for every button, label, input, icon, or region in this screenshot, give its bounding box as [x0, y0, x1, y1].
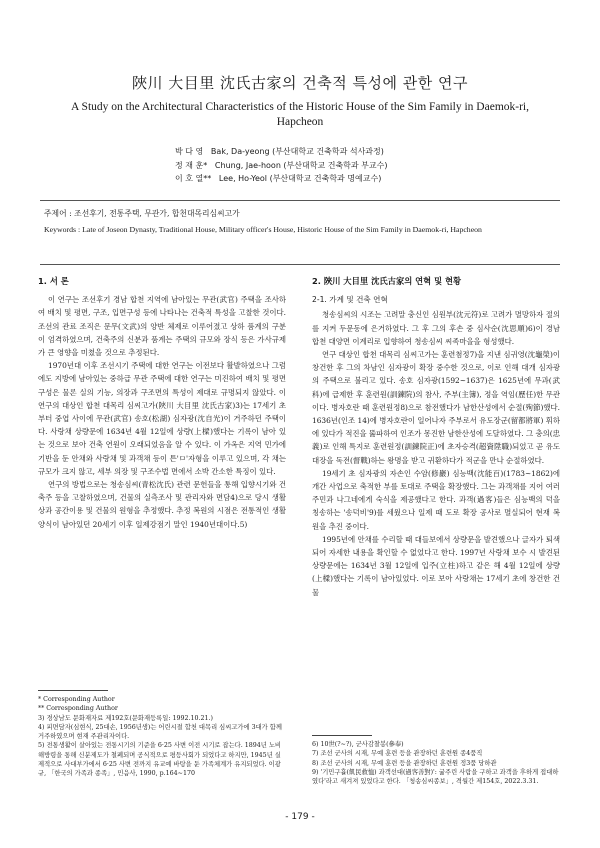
body-paragraph: 19세기 초 심자광의 자손인 수암(修巖) 심능백(沈能百)(1783~1862)에 개간 사업으로 축적한 부를 토대로 주택을 확장했다. 그는 과객채를 지어 여러 주민과 나그네에게 숙식을 제공했다고 한다. 과객(過客)들은 심능백의 덕을 칭송하는 '송덕비'9)를 세웠으나 일제 때 도로 확장 공사로 멸실되어 현재 복원을 추진 중이다.	[312, 468, 560, 531]
footnote-divider	[38, 690, 108, 691]
body-paragraph: 이 연구는 조선후기 경남 합천 지역에 남아있는 무관(武官) 주택을 조사하여 배치 및 평면, 구조, 입면구성 등에 나타나는 건축적 특성을 고찰한 것이다. 조선의 관료 조직은 문무(文武)의 양반 체제로 이루어졌고 상하 품계의 구분이 엄격하였으며, 건축주의 신분과 품계는 주택의 규모와 장식 등은 가사규제가 큰 영향을 미쳤을 것으로 추정된다.	[38, 295, 286, 358]
page-number: - 179 -	[285, 812, 315, 822]
body-paragraph: 연구 대상인 합천 대목리 심씨고가는 훈련첨정7)을 지낸 심귀영(沈龜榮)이 창건한 후 그의 차남인 심자광이 확장 중수한 것으로, 이로 인해 대개 심자광의 주택으로 불리고 있다. 송호 심자광(1592~1637)은 1625년에 무과(武科)에 급제한 후 훈련원(訓鍊院)의 참사, 주부(主簿), 정을 역임(歷任)한 무관이다. 병자호란 때 훈련원정8)으로 참전했다가 남한산성에서 순절(殉節)했다. 1636년(인조 14)에 병자호란이 일어나자 주부로서 유도장군(留都將軍) 휘하에 있다가 적진을 뚫파하여 인조가 몽진한 남한산성에 도달하였다. 그 충의(忠義)로 인해 특지로 훈련원정(訓鍊院正)에 초자승격(超資陞職)되었고 곧 유도대장을 독전(督戰)하는 왕명을 받고 귀환하다가 적군을 만나 순절하였다.	[312, 350, 560, 465]
author-name: 이 호 열**	[175, 174, 212, 183]
author-name: 정 재 훈*	[175, 160, 208, 170]
footnote-divider	[312, 735, 372, 736]
section-heading-history: 2. 陜川 大目里 沈氏古家의 연혁 및 현황	[312, 276, 462, 286]
corresponding-author-note: ** Corresponding Author	[38, 705, 118, 713]
section-heading-introduction: 1. 서 론	[38, 276, 69, 286]
keywords-english: Keywords : Late of Joseon Dynasty, Traditional House, Military officer's House, Historic House of the Sim Family in Daemok-ri, Hapcheon	[44, 225, 482, 234]
body-paragraph: 1970년대 이후 조선시기 주택에 대한 연구는 이전보다 활발하였으나 그럼에도 지방에 남아있는 중하급 무관 주택에 대한 연구는 미진하여 배치 및 평면구성은 물론 실의 기능, 의장과 구조면의 특성이 제대로 규명되지 않았다. 이 연구의 대상인 합천 대목리 심씨고가(陜川 大目里 沈氏古家)3)는 17세기 초부터 중엽 사이에 무관(武官) 송호(松湖) 심자광(沈自光)이 거주하던 주택이다. 사랑채 상량문에 1634년 4월 12일에 상량(上樑)했다는 기록이 남아 있는 것으로 보아 건축 연원이 오래되었음을 알 수 있다. 이 가옥은 지역 민가에 기반을 둔 안채와 사랑채 및 과객채 등이 튼'ㅁ'자형을 이루고 있으며, 각 채는 규모가 크지 않고, 세부 의장 및 구조수법 면에서 소박 간소한 특징이 있다.	[38, 361, 286, 476]
author-name: 박 다 영	[175, 147, 204, 156]
paper-title-english: A Study on the Architectural Characteristics of the Historic House of the Sim Family in Daemok-ri, Hapcheon	[71, 101, 529, 128]
author-row	[175, 145, 388, 159]
footnote: 4) 피면담자(심현식, 25대손, 1956년생)는 어린시절 합천 대목리 심씨고가에 3대가 함께 거주하였으며 현재 주관리자이다.	[38, 723, 282, 741]
footnotes-left	[38, 690, 286, 779]
footnote: 3) 경상남도 문화재자료 제192호(문화재등록일: 1992.10.21.)	[38, 714, 213, 722]
footnote: 6) 10世(?~?), 군사감찰봉(參奉)	[312, 741, 404, 748]
paper-title-korean: 陜川 大目里 沈氏古家의 건축적 특성에 관한 연구	[131, 74, 468, 92]
author-list	[175, 145, 388, 186]
footnotes-right	[312, 735, 560, 786]
author-row	[175, 159, 388, 173]
keywords-top-rule	[40, 200, 560, 201]
corresponding-author-note: * Corresponding Author	[38, 696, 115, 703]
right-column	[312, 275, 560, 599]
footnote: 8) 조선 군사의 시재, 무예 훈련 등을 관장하던 훈련원 정3품 당하관	[312, 759, 497, 767]
author-affiliation: Chung, Jae-hoon (부산대학교 건축학과 부교수)	[214, 160, 388, 170]
subsection-heading: 2-1. 가계 및 건축 연혁	[312, 295, 388, 305]
keywords-korean: 주제어 : 조선후기, 전통주택, 무관가, 합천대목리심씨고가	[44, 209, 240, 218]
body-paragraph: 연구의 방법으로는 청송심씨(青松沈氏) 관련 문헌들을 통해 입향시기와 건축주 등을 고찰하였으며, 건물의 실측조사 및 관리자와 면담4)으로 당시 생활상과 공간이용 및 건물의 원형을 추정했다. 추정 복원의 시점은 전통적인 생활양식이 남아있던 20세기 이후 일제강점기 말인 1940년대이다.5)	[38, 480, 286, 529]
body-paragraph: 1995년에 안채를 수리할 때 대들보에서 상량문을 발견했으나 글자가 퇴색되어 자세한 내용을 확인할 수 없었다고 한다. 1997년 사랑채 보수 시 발견된 상량문에는 1634년 3월 12일에 입주(立柱)하고 같은 해 4월 12일에 상량(上樑)했다는 기록이 남아있었다. 이로 보아 사랑채는 17세기 초에 창건한 건물	[312, 534, 560, 597]
body-paragraph: 청송심씨의 시조는 고려말 충신인 심원부(沈元符)로 고려가 멸망하자 절의를 지켜 두문동에 은거하였다. 그 후 그의 후손 중 심사순(沈思順)6)이 경남 합천 대양면 이계리로 입향하여 청송심씨 씨족마을을 형성했다.	[312, 310, 560, 346]
footnote: 9) '기민구휼(飢民救恤) 과객선대(過客善對)': 굶주린 사람을 구하고 과객을 후하게 접대하였다'라고 새겨져 있었다고 한다. 「청송심씨종보」, 격월간 제154호, 2022.3.31.	[312, 768, 559, 786]
author-affiliation: Lee, Ho-Yeol (부산대학교 건축학과 명예교수)	[218, 174, 382, 183]
footnote: 7) 조선 군사의 시재, 무예 훈련 등을 관장하던 훈련원 종4품직	[312, 750, 483, 758]
author-affiliation: Bak, Da-yeong (부산대학교 건축학과 석사과정)	[210, 147, 384, 156]
keywords-bottom-rule	[40, 264, 560, 265]
keywords-box	[40, 200, 560, 265]
footnote: 5) 전통생활이 살아있는 전통시기의 기준을 6·25 사변 이전 시기로 잡는다. 1894년 노비해방령을 통해 신분제도가 철폐되며 공식적으로 평등사회가 되었다고 하지만, 1945년 실제적으로 사대부가에서 6·25 사변 전까지 유교예 바탕을 둔 가족체계가 유지되었다. 이광규, 「한국의 가족과 종족」, 민음사, 1990, p.164~170	[38, 742, 282, 778]
left-column	[38, 275, 286, 531]
author-row	[175, 172, 388, 186]
